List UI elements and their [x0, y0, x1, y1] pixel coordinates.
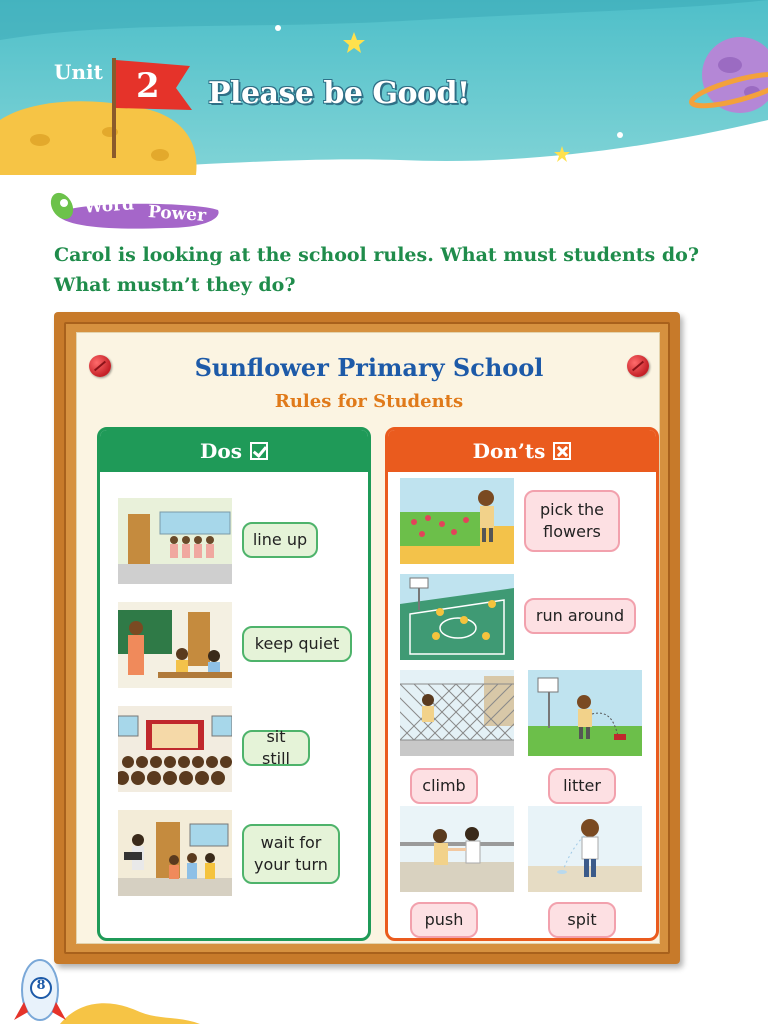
rule-label-sit-still: sit still	[242, 730, 310, 766]
donts-heading: Don’ts	[472, 439, 546, 463]
donts-header	[388, 430, 656, 472]
instruction-text: Carol is looking at the school rules. What must students do? What mustn’t they do?	[54, 244, 699, 296]
rule-label-run-around: run around	[524, 598, 636, 634]
unit-number: 2	[136, 66, 160, 106]
checkbox-crossed-icon	[553, 442, 571, 460]
board-frame	[64, 322, 670, 954]
school-name: Sunflower Primary School	[194, 353, 544, 382]
boy-spitting-picture	[528, 806, 642, 892]
rules-poster	[76, 332, 660, 944]
footer-decoration	[0, 950, 200, 1024]
students-lining-up-picture	[118, 498, 232, 584]
kids-running-court-picture	[400, 574, 514, 660]
boy-picking-flowers-picture	[400, 478, 514, 564]
checkbox-checked-icon	[250, 442, 268, 460]
badge-word-1: Word	[83, 194, 135, 218]
rules-board	[54, 312, 680, 964]
word-power-badge	[46, 188, 226, 232]
students-waiting-picture	[118, 810, 232, 896]
girl-littering-picture	[528, 670, 642, 756]
unit-label: Unit	[54, 60, 103, 84]
students-in-hall-picture	[118, 706, 232, 792]
dos-panel	[97, 427, 371, 941]
rule-label-keep-quiet: keep quiet	[242, 626, 352, 662]
rules-title: Rules for Students	[274, 391, 464, 412]
rule-label-wait-for-your-turn: wait for your turn	[242, 824, 340, 884]
rule-label-litter: litter	[548, 768, 616, 804]
page-title: Please be Good!	[208, 76, 470, 111]
rocket-icon	[0, 950, 200, 1024]
page-number: 8	[36, 978, 46, 993]
teacher-shushing-picture	[118, 602, 232, 688]
boy-climbing-fence-picture	[400, 670, 514, 756]
rule-label-line-up: line up	[242, 522, 318, 558]
rule-label-pick-the-flowers: pick the flowers	[524, 490, 620, 552]
kids-pushing-picture	[400, 806, 514, 892]
rule-label-push: push	[410, 902, 478, 938]
rule-label-spit: spit	[548, 902, 616, 938]
header-banner	[0, 0, 768, 175]
donts-panel	[385, 427, 659, 941]
rule-label-climb: climb	[410, 768, 478, 804]
dos-heading: Dos	[200, 439, 242, 463]
dos-header	[100, 430, 368, 472]
badge-word-2: Power	[147, 201, 207, 227]
